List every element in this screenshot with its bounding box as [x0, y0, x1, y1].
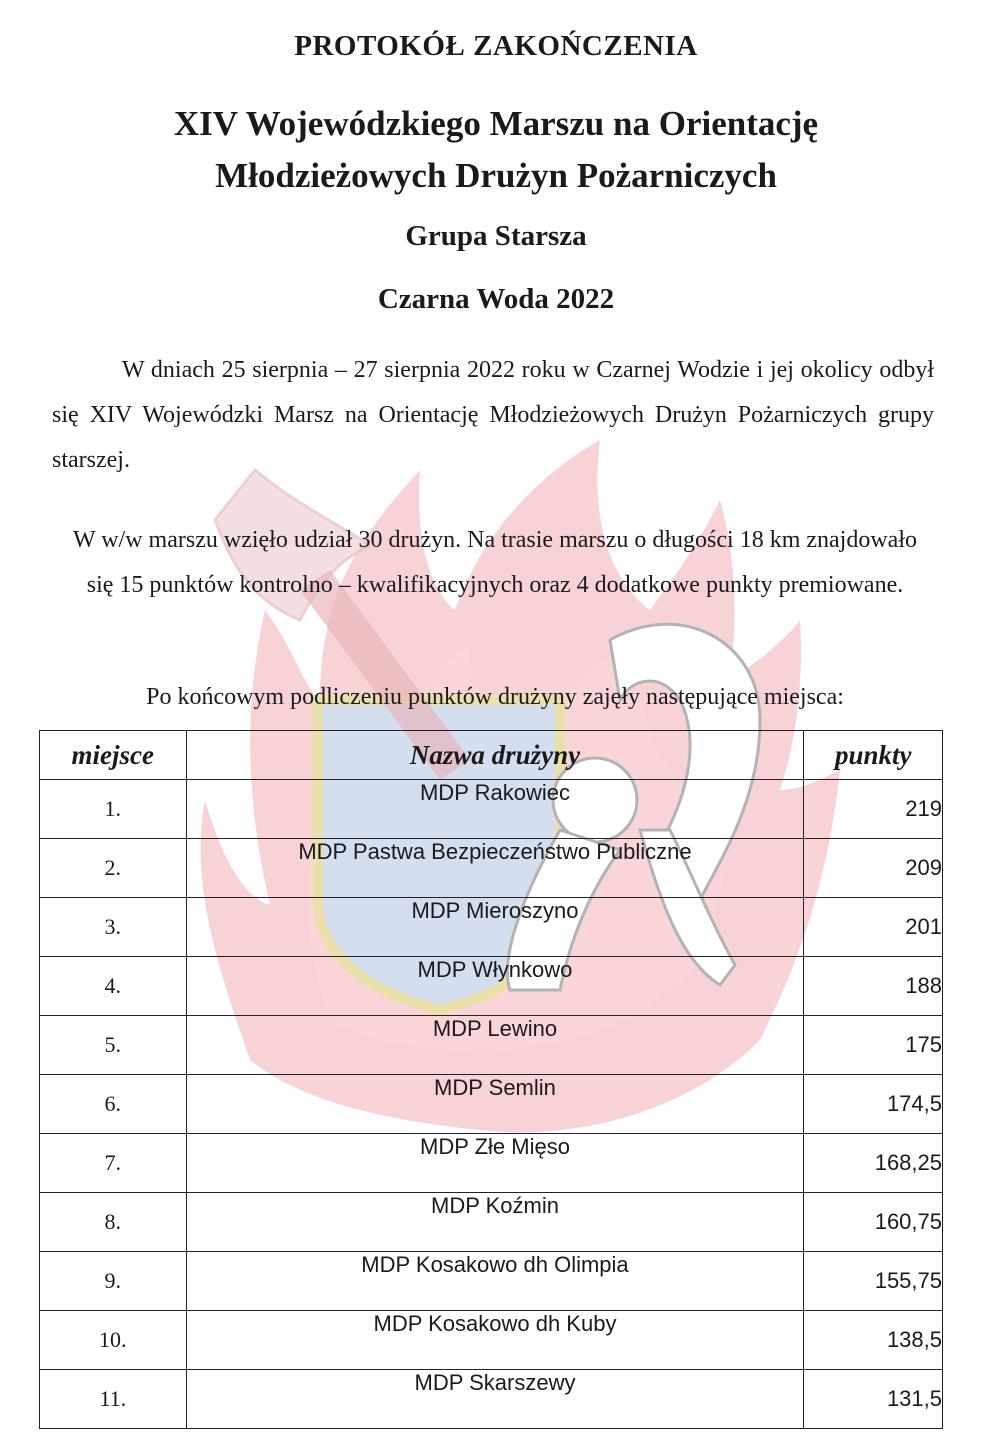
event-title-line-1: XIV Wojewódzkiego Marszu na Orientację — [173, 104, 819, 143]
results-table — [39, 730, 943, 1429]
points-cell: 219 — [804, 780, 943, 839]
place-cell: 3. — [40, 898, 187, 957]
table-row — [40, 780, 943, 839]
place-cell: 11. — [40, 1370, 187, 1429]
results-intro: Po końcowym podliczeniu punktów drużyny zajęły następujące miejsca: — [146, 684, 844, 710]
event-title — [0, 98, 992, 202]
intro-paragraph: W dniach 25 sierpnia – 27 sierpnia 2022 roku w Czarnej Wodzie i jej okolicy odbył się XIV Wojewódzki Marsz na Orientację Młodzieżowych Drużyn Pożarniczych grupy starszej. — [52, 357, 934, 473]
details-paragraph: W w/w marszu wzięło udział 30 drużyn. Na trasie marszu o długości 18 km znajdowało się 15 punktów kontrolno – kwalifikacyjnych oraz 4 dodatkowe punkty premiowane. — [73, 527, 917, 598]
team-name-cell: MDP Rakowiec — [186, 780, 804, 839]
team-name-cell: MDP Włynkowo — [186, 957, 804, 1016]
table-row — [40, 898, 943, 957]
points-cell: 168,25 — [804, 1134, 943, 1193]
table-row — [40, 1370, 943, 1429]
points-cell: 174,5 — [804, 1075, 943, 1134]
team-name-cell: MDP Koźmin — [186, 1193, 804, 1252]
place-year-heading: Czarna Woda 2022 — [377, 283, 615, 315]
team-name-cell: MDP Kosakowo dh Olimpia — [186, 1252, 804, 1311]
table-row — [40, 1016, 943, 1075]
table-row — [40, 1134, 943, 1193]
team-name-cell: MDP Pastwa Bezpieczeństwo Publiczne — [186, 839, 804, 898]
points-cell: 131,5 — [804, 1370, 943, 1429]
place-cell: 8. — [40, 1193, 187, 1252]
table-row — [40, 839, 943, 898]
points-cell: 201 — [804, 898, 943, 957]
place-cell: 1. — [40, 780, 187, 839]
place-cell: 10. — [40, 1311, 187, 1370]
points-cell: 155,75 — [804, 1252, 943, 1311]
points-cell: 175 — [804, 1016, 943, 1075]
header-name: Nazwa drużyny — [186, 731, 804, 780]
header-points: punkty — [804, 731, 943, 780]
document-title: PROTOKÓŁ ZAKOŃCZENIA — [294, 30, 698, 62]
place-cell: 2. — [40, 839, 187, 898]
team-name-cell: MDP Lewino — [186, 1016, 804, 1075]
team-name-cell: MDP Semlin — [186, 1075, 804, 1134]
place-cell: 6. — [40, 1075, 187, 1134]
points-cell: 209 — [804, 839, 943, 898]
place-cell: 4. — [40, 957, 187, 1016]
points-cell: 138,5 — [804, 1311, 943, 1370]
points-cell: 188 — [804, 957, 943, 1016]
table-row — [40, 957, 943, 1016]
table-row — [40, 1075, 943, 1134]
event-title-line-2: Młodzieżowych Drużyn Pożarniczych — [215, 156, 777, 195]
place-cell: 9. — [40, 1252, 187, 1311]
table-row — [40, 1311, 943, 1370]
team-name-cell: MDP Kosakowo dh Kuby — [186, 1311, 804, 1370]
place-cell: 7. — [40, 1134, 187, 1193]
team-name-cell: MDP Złe Mięso — [186, 1134, 804, 1193]
place-cell: 5. — [40, 1016, 187, 1075]
team-name-cell: MDP Skarszewy — [186, 1370, 804, 1429]
points-cell: 160,75 — [804, 1193, 943, 1252]
team-name-cell: MDP Mieroszyno — [186, 898, 804, 957]
table-header-row — [40, 731, 943, 780]
table-row — [40, 1252, 943, 1311]
table-row — [40, 1193, 943, 1252]
group-heading: Grupa Starsza — [405, 220, 587, 252]
header-place: miejsce — [40, 731, 187, 780]
